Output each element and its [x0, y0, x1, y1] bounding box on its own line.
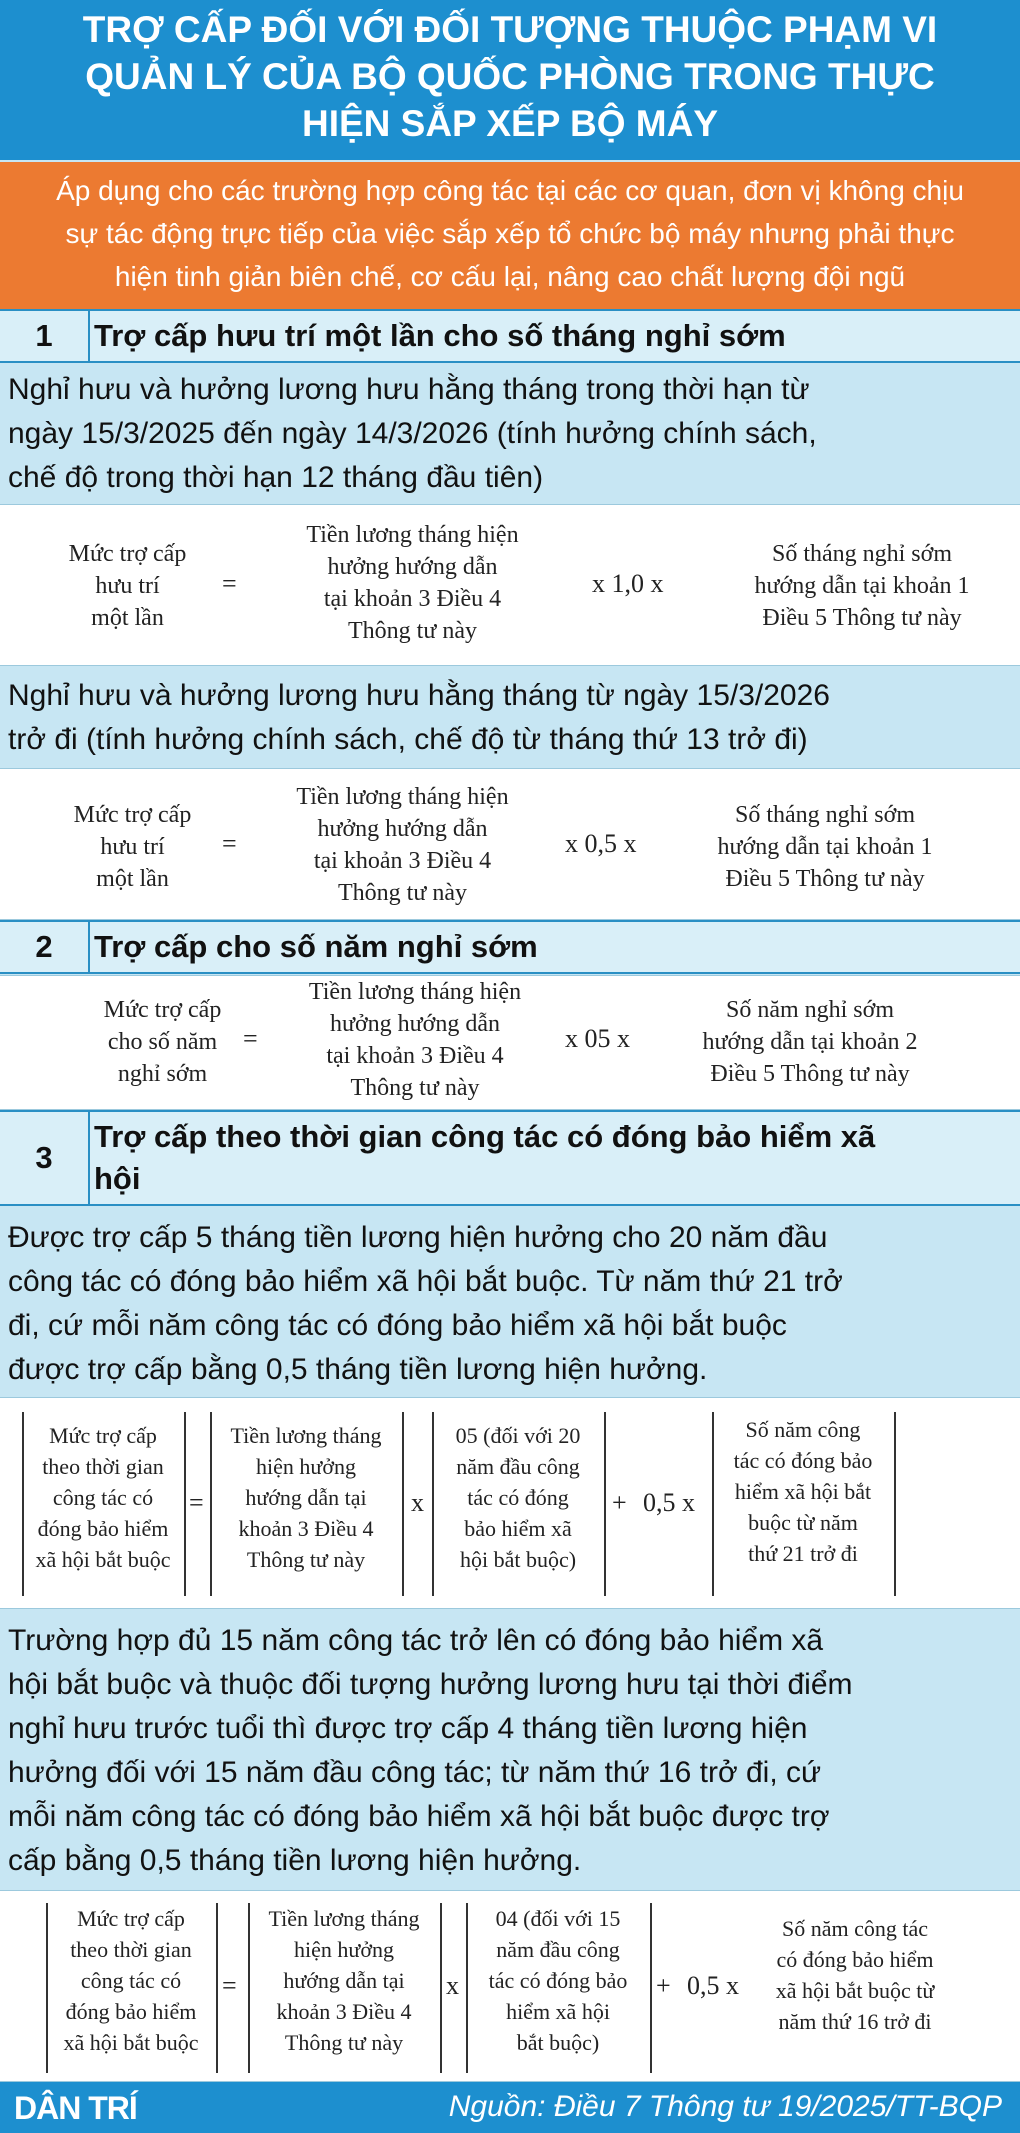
formula-text: Điều 5 Thông tư này	[762, 605, 962, 631]
multiplier: 0,5 x	[643, 1488, 695, 1517]
paragraph-line: nghỉ hưu trước tuổi thì được trợ cấp 4 tháng tiền lương hiện	[8, 1712, 808, 1745]
formula-text: Mức trợ cấp	[77, 1906, 185, 1931]
paragraph-line: đi, cứ mỗi năm công tác có đóng bảo hiểm xã hội bắt buộc	[8, 1309, 787, 1342]
equals-sign: =	[222, 829, 237, 858]
subtitle-line: hiện tinh giản biên chế, cơ cấu lại, nâng cao chất lượng đội ngũ	[114, 261, 906, 292]
formula-text: Số năm nghỉ sớm	[725, 997, 895, 1023]
formula-text: tại khoản 3 Điều 4	[313, 848, 492, 874]
formula-text: Thông tư này	[350, 1075, 480, 1101]
formula-text: cho số năm	[107, 1029, 218, 1055]
formula-text: tác có đóng bảo	[488, 1968, 628, 1993]
formula-text: hướng dẫn tại khoản 2	[702, 1029, 918, 1055]
formula-text: Tiền lương tháng hiện	[296, 784, 509, 810]
paragraph-1	[0, 364, 1020, 502]
subtitle-line: Áp dụng cho các trường hợp công tác tại các cơ quan, đơn vị không chịu	[56, 175, 964, 206]
formula-text: buộc từ năm	[748, 1510, 858, 1535]
section-label: Trợ cấp cho số năm nghỉ sớm	[94, 929, 538, 964]
paragraph-line: cấp bằng 0,5 tháng tiền lương hiện hưởng.	[8, 1844, 582, 1877]
section-number: 1	[0, 311, 90, 361]
formula-text: Tiền lương tháng	[230, 1423, 382, 1448]
formula-text: thứ 21 trở đi	[748, 1541, 858, 1566]
paragraph-line: trở đi (tính hưởng chính sách, chế độ từ tháng thứ 13 trở đi)	[8, 723, 808, 756]
formula-text: xã hội bắt buộc từ	[775, 1978, 935, 2003]
formula-text: Thông tư này	[284, 2030, 404, 2055]
formula-text: Số tháng nghỉ sớm	[771, 541, 953, 567]
formula-text: hiểm xã hội bắt	[734, 1479, 872, 1504]
formula-text: bảo hiểm xã	[464, 1516, 572, 1541]
formula-right-term	[675, 799, 975, 895]
formula-third-term	[434, 1420, 602, 1575]
formula-middle-term	[275, 976, 555, 1104]
paragraph-4	[0, 1610, 1020, 1889]
paragraph-2	[0, 667, 1020, 767]
times-sign: x	[411, 1488, 424, 1517]
formula-middle-term	[250, 1903, 438, 2058]
formula-1	[0, 504, 1020, 666]
section-2-header	[0, 920, 1020, 974]
formula-text: hướng dẫn tại khoản 1	[717, 834, 933, 860]
bracket-line	[184, 1412, 186, 1596]
paragraph-3	[0, 1207, 1020, 1396]
plus-sign: +	[656, 1971, 671, 2000]
source-credit: Nguồn: Điều 7 Thông tư 19/2025/TT-BQP	[448, 2090, 1002, 2123]
formula-text: hiện hưởng	[294, 1937, 394, 1962]
formula-text: hướng dẫn tại khoản 1	[754, 573, 970, 599]
formula-text: nghỉ sớm	[117, 1061, 208, 1087]
section-number: 3	[0, 1112, 90, 1204]
formula-text: bắt buộc)	[516, 2030, 600, 2055]
formula-text: năm đầu công	[496, 1937, 620, 1962]
formula-text: Điều 5 Thông tư này	[725, 866, 925, 892]
bracket-line	[650, 1903, 652, 2073]
formula-text: một lần	[91, 605, 164, 631]
formula-text: hưởng hướng dẫn	[327, 554, 498, 580]
formula-text: Thông tư này	[348, 618, 477, 644]
subtitle-banner	[0, 162, 1020, 309]
formula-left-term	[48, 1903, 214, 2058]
formula-text: năm đầu công	[456, 1454, 580, 1479]
formula-text: khoản 3 Điều 4	[276, 1999, 412, 2024]
bracket-line	[402, 1412, 404, 1596]
formula-text: có đóng bảo hiểm	[776, 1947, 934, 1972]
paragraph-line: hội bắt buộc và thuộc đối tượng hưởng lương hưu tại thời điểm	[8, 1668, 853, 1701]
formula-right-term	[714, 1414, 892, 1569]
equals-sign: =	[243, 1024, 258, 1053]
multiplier: x 05 x	[565, 1024, 630, 1053]
multiplier: x 0,5 x	[565, 829, 637, 858]
formula-right-term	[712, 538, 1012, 634]
paragraph-line: Trường hợp đủ 15 năm công tác trở lên có đóng bảo hiểm xã	[8, 1624, 824, 1657]
section-label-line: hội	[94, 1161, 141, 1196]
formula-text: Tiền lương tháng	[268, 1906, 420, 1931]
formula-text: Số tháng nghỉ sớm	[734, 802, 916, 828]
formula-5	[0, 1890, 1020, 2082]
bracket-line	[440, 1903, 442, 2073]
formula-text: Điều 5 Thông tư này	[710, 1061, 910, 1087]
formula-text: tại khoản 3 Điều 4	[323, 586, 502, 612]
formula-text: hội bắt buộc)	[459, 1547, 577, 1572]
formula-text: tác có đóng	[467, 1485, 569, 1510]
equals-sign: =	[222, 1971, 237, 2000]
formula-middle-term	[212, 1420, 400, 1575]
bracket-line	[604, 1412, 606, 1596]
times-sign: x	[446, 1971, 459, 2000]
formula-text: hưu trí	[95, 573, 160, 599]
formula-text: hướng dẫn tại	[283, 1968, 405, 1993]
formula-text: theo thời gian	[42, 1454, 164, 1479]
formula-left-term	[24, 1420, 182, 1575]
multiplier: x 1,0 x	[592, 569, 664, 598]
section-number: 2	[0, 922, 90, 972]
page-title	[0, 0, 1020, 160]
formula-text: năm thứ 16 trở đi	[778, 2009, 932, 2034]
formula-text: Mức trợ cấp	[68, 541, 187, 567]
formula-text: 05 (đối với 20	[455, 1423, 581, 1448]
formula-text: Tiền lương tháng hiện	[306, 522, 519, 548]
formula-3	[0, 975, 1020, 1110]
subtitle-line: sự tác động trực tiếp của việc sắp xếp tổ chức bộ máy nhưng phải thực	[65, 218, 955, 249]
bracket-line	[894, 1412, 896, 1596]
formula-4	[0, 1397, 1020, 1609]
formula-text: Thông tư này	[246, 1547, 366, 1572]
section-label: Trợ cấp hưu trí một lần cho số tháng nghỉ sớm	[94, 318, 786, 353]
formula-text: hiểm xã hội	[506, 1999, 610, 2024]
bracket-line	[216, 1903, 218, 2073]
formula-text: Tiền lương tháng hiện	[308, 979, 522, 1005]
section-3-header	[0, 1110, 1020, 1206]
formula-text: tác có đóng bảo	[733, 1448, 873, 1473]
title-line: HIỆN SẮP XẾP BỘ MÁY	[301, 103, 718, 144]
title-line: TRỢ CẤP ĐỐI VỚI ĐỐI TƯỢNG THUỘC PHẠM VI	[82, 9, 938, 50]
paragraph-line: chế độ trong thời hạn 12 tháng đầu tiên)	[8, 461, 544, 494]
paragraph-line: Nghỉ hưu và hưởng lương hưu hằng tháng từ ngày 15/3/2026	[8, 679, 830, 712]
paragraph-line: ngày 15/3/2025 đến ngày 14/3/2026 (tính hưởng chính sách,	[8, 417, 817, 450]
formula-middle-term	[255, 781, 550, 909]
formula-text: Mức trợ cấp	[49, 1423, 157, 1448]
paragraph-line: Nghỉ hưu và hưởng lương hưu hằng tháng trong thời hạn từ	[8, 373, 810, 406]
formula-text: hưởng hướng dẫn	[329, 1011, 501, 1037]
title-line: QUẢN LÝ CỦA BỘ QUỐC PHÒNG TRONG THỰC	[85, 56, 935, 97]
section-label	[94, 1116, 1010, 1200]
formula-text: đóng bảo hiểm	[37, 1516, 169, 1541]
paragraph-line: được trợ cấp bằng 0,5 tháng tiền lương hiện hưởng.	[8, 1353, 708, 1386]
formula-text: Số năm công tác	[781, 1916, 929, 1941]
paragraph-line: Được trợ cấp 5 tháng tiền lương hiện hưởng cho 20 năm đầu	[8, 1221, 828, 1254]
formula-text: tại khoản 3 Điều 4	[326, 1043, 504, 1069]
section-1-header	[0, 309, 1020, 363]
paragraph-line: hưởng đối với 15 năm đầu công tác; từ năm thứ 16 trở đi, cứ	[8, 1756, 822, 1789]
formula-text: hưu trí	[100, 834, 165, 860]
formula-text: công tác có	[80, 1968, 182, 1993]
formula-left-term	[45, 799, 220, 895]
formula-text: theo thời gian	[70, 1937, 192, 1962]
formula-2	[0, 768, 1020, 920]
formula-text: một lần	[96, 866, 169, 892]
formula-middle-term	[265, 519, 560, 647]
formula-text: Mức trợ cấp	[103, 997, 222, 1023]
equals-sign: =	[189, 1488, 204, 1517]
formula-text: đóng bảo hiểm	[65, 1999, 197, 2024]
formula-third-term	[468, 1903, 648, 2058]
paragraph-line: công tác có đóng bảo hiểm xã hội bắt buộc. Từ năm thứ 21 trở	[8, 1265, 843, 1298]
formula-text: Mức trợ cấp	[73, 802, 192, 828]
plus-sign: +	[612, 1488, 627, 1517]
formula-text: hiện hưởng	[256, 1454, 356, 1479]
formula-right-term	[660, 994, 960, 1090]
formula-left-term	[35, 538, 220, 634]
formula-left-term	[80, 994, 245, 1090]
paragraph-line: mỗi năm công tác có đóng bảo hiểm xã hội bắt buộc được trợ	[8, 1800, 830, 1833]
formula-text: xã hội bắt buộc	[63, 2030, 199, 2055]
formula-text: Số năm công	[745, 1417, 861, 1442]
formula-text: hưởng hướng dẫn	[317, 816, 488, 842]
dantri-logo: DÂN TRÍ	[14, 2090, 137, 2126]
formula-text: 04 (đối với 15	[495, 1906, 621, 1931]
formula-right-term	[750, 1913, 960, 2037]
formula-text: Thông tư này	[338, 880, 467, 906]
formula-text: công tác có	[52, 1485, 154, 1510]
equals-sign: =	[222, 569, 237, 598]
formula-text: xã hội bắt buộc	[35, 1547, 171, 1572]
section-label-line: Trợ cấp theo thời gian công tác có đóng bảo hiểm xã	[94, 1119, 876, 1154]
footer	[0, 2082, 1020, 2133]
formula-text: hướng dẫn tại	[245, 1485, 367, 1510]
multiplier: 0,5 x	[687, 1971, 739, 2000]
formula-text: khoản 3 Điều 4	[238, 1516, 374, 1541]
